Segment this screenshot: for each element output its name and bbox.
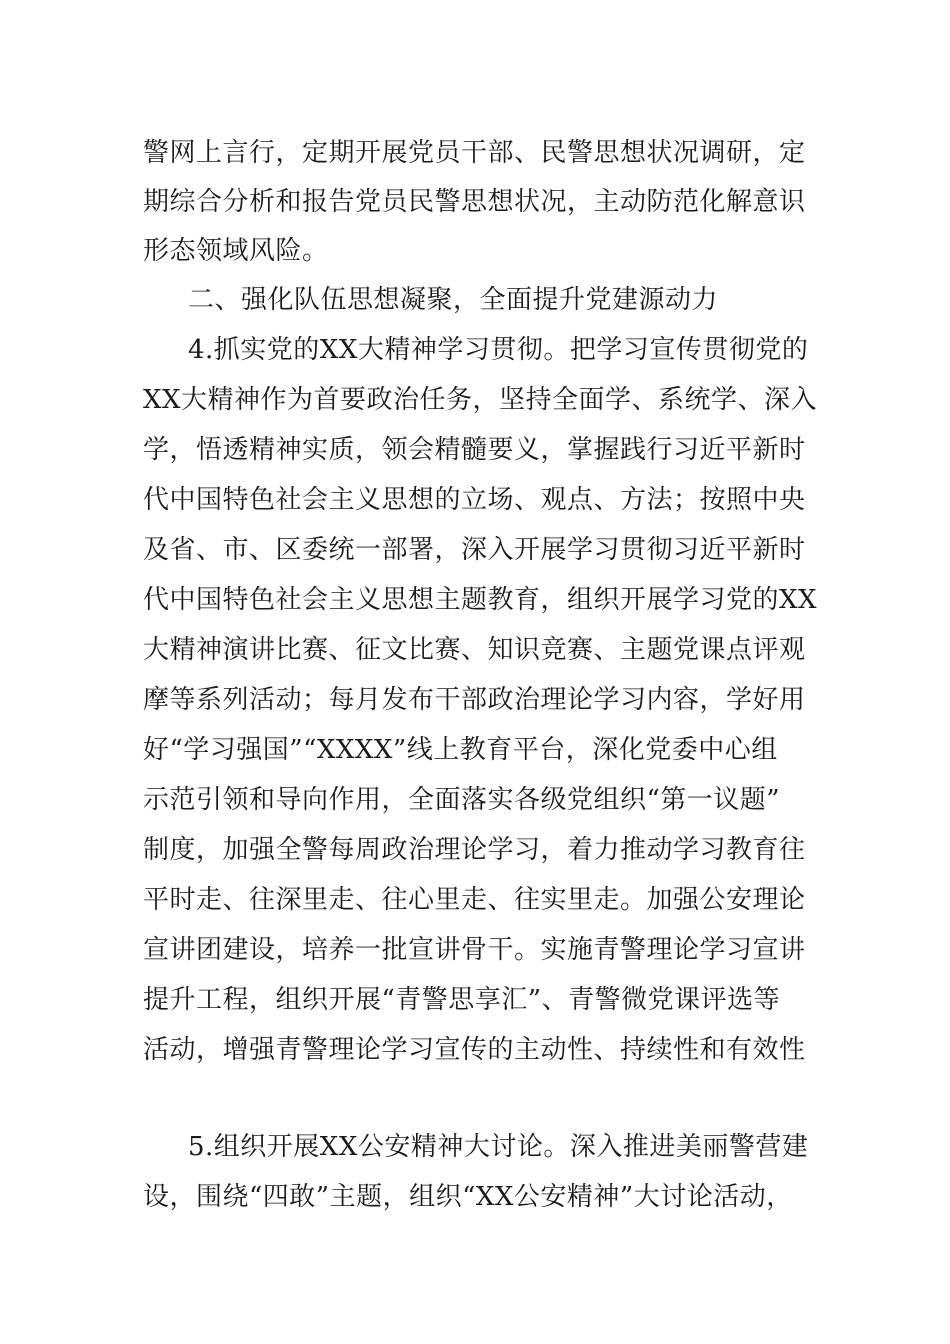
paragraph-5-first-line: 5.组织开展XX公安精神大讨论。深入推进美丽警营建 [188,1132,809,1162]
paragraph-4-first-line: 4.抓实党的XX大精神学习贯彻。把学习宣传贯彻党的 [188,335,809,365]
text-line: XX大精神作为首要政治任务，坚持全面学、系统学、深入 [143,385,818,415]
text-line: 示范引领和导向作用，全面落实各级党组织“第一议题” [143,785,781,815]
text-line: 平时走、往深里走、往心里走、往实里走。加强公安理论 [143,885,806,915]
text-line: 提升工程，组织开展“青警思享汇”、青警微党课评选等 [143,985,781,1015]
text-line: 及省、市、区委统一部署，深入开展学习贯彻习近平新时 [143,535,806,565]
text-line: 形态领域风险。 [143,236,329,266]
text-line: 期综合分析和报告党员民警思想状况，主动防范化解意识 [143,187,806,217]
text-line: 摩等系列活动；每月发布干部政治理论学习内容，学好用 [143,685,806,715]
text-line: 大精神演讲比赛、征文比赛、知识竞赛、主题党课点评观 [143,635,806,665]
text-line: 代中国特色社会主义思想主题教育，组织开展学习党的XX [143,585,818,615]
text-line: 活动，增强青警理论学习宣传的主动性、持续性和有效性 [143,1035,806,1065]
text-line: 好“学习强国”“XXXX”线上教育平台，深化党委中心组 [143,735,778,765]
text-line: 宣讲团建设，培养一批宣讲骨干。实施青警理论学习宣讲 [143,935,806,965]
section-heading: 二、强化队伍思想凝聚，全面提升党建源动力 [188,285,719,315]
text-line: 制度，加强全警每周政治理论学习，着力推动学习教育往 [143,835,806,865]
text-line: 学，悟透精神实质，领会精髓要义，掌握践行习近平新时 [143,435,806,465]
text-line: 警网上言行，定期开展党员干部、民警思想状况调研，定 [143,138,806,168]
text-line: 代中国特色社会主义思想的立场、观点、方法；按照中央 [143,485,806,515]
text-line: 设，围绕“四敢”主题，组织“XX公安精神”大讨论活动， [143,1182,793,1212]
